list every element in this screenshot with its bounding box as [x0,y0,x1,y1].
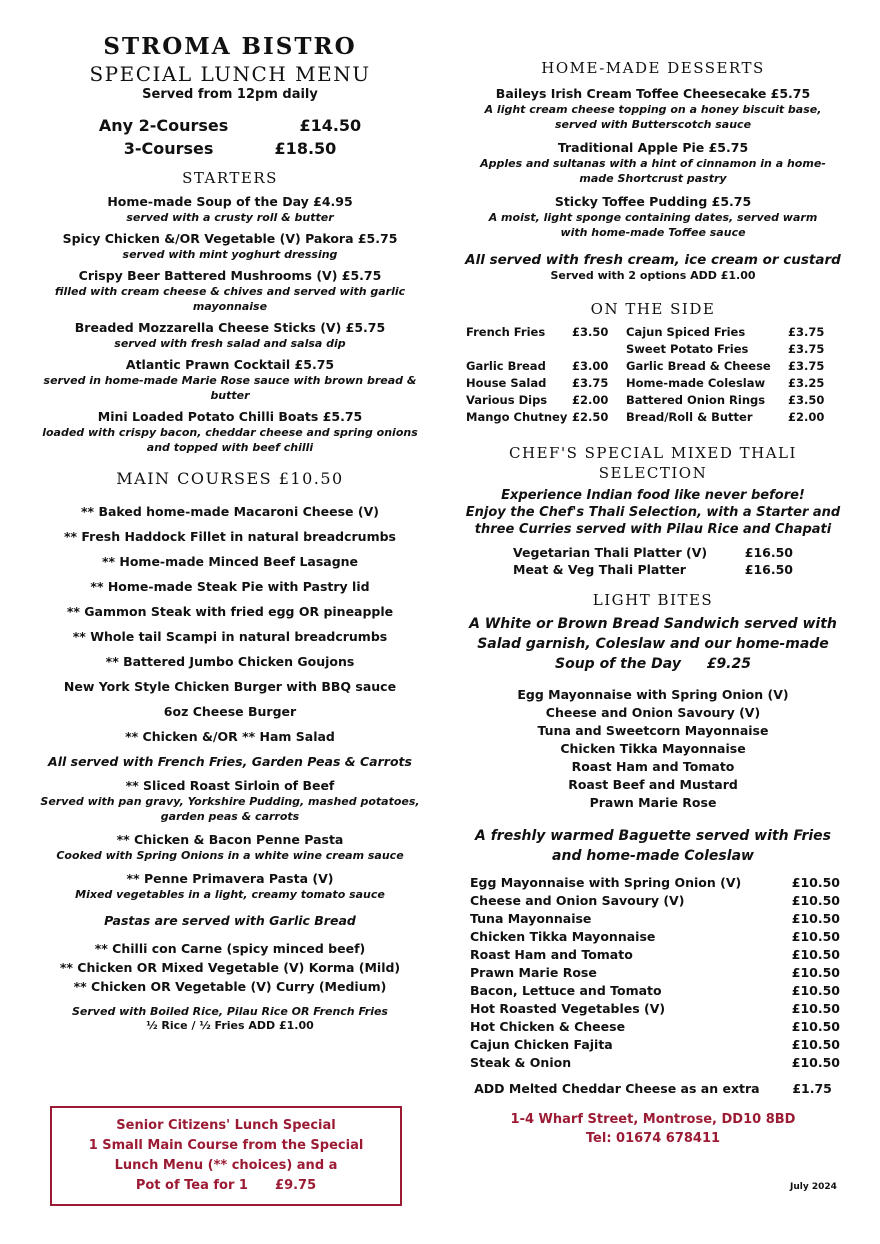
starter-desc: served with a crusty roll & butter [126,211,334,224]
curry-item: ** Chicken OR Mixed Vegetable (V) Korma (Mild) [59,960,401,975]
baguette-price: £10.50 [791,911,840,926]
baguette-price: £10.50 [791,983,840,998]
side-row [466,393,838,410]
main-course-item: ** Whole tail Scampi in natural breadcrumbs [72,629,388,644]
side-item-name: Bread/Roll & Butter [626,410,753,424]
baguette-price: £10.50 [791,947,840,962]
baguette-price: £10.50 [791,875,840,890]
starter-name: Spicy Chicken &/OR Vegetable (V) Pakora £5.75 [62,231,398,246]
sandwich-filling: Tuna and Sweetcorn Mayonnaise [537,723,769,738]
side-item-name: French Fries [466,325,546,339]
baguette-price: £10.50 [791,1037,840,1052]
baguette-name: Steak & Onion [470,1055,572,1070]
mains-list [40,499,420,749]
baguette-row [470,946,840,964]
senior-price: £9.75 [275,1178,317,1193]
side-row [466,376,838,393]
side-item-price: £3.50 [788,393,825,407]
restaurant-title: STROMA BISTRO [103,33,357,60]
served-time: Served from 12pm daily [142,87,318,102]
baguette-row [470,910,840,928]
main-course-item: New York Style Chicken Burger with BBQ sauce [63,679,397,694]
main-course-item: ** Baked home-made Macaroni Cheese (V) [81,504,379,519]
baguette-row [470,1018,840,1036]
special-name: ** Sliced Roast Sirloin of Beef [125,778,335,793]
three-course-label: 3-Courses [123,139,214,158]
curry-item: ** Chicken OR Vegetable (V) Curry (Medium) [73,979,387,994]
baguette-price: £10.50 [791,929,840,944]
baguette-table [470,874,840,1072]
sandwich-filling: Prawn Marie Rose [589,795,717,810]
thali-name: Meat & Veg Thali Platter [513,562,686,577]
left-column [40,0,420,1033]
two-course-label: Any 2-Courses [98,116,229,135]
main-course-item: ** Fresh Haddock Fillet in natural breadcrumbs [64,529,396,544]
sandwich-filling: Roast Ham and Tomato [571,759,735,774]
senior-line-4-text: Pot of Tea for 1 [135,1178,248,1193]
baguette-row [470,982,840,1000]
starter-desc: served in home-made Marie Rose sauce with brown bread & butter [43,374,417,402]
main-course-item: 6oz Cheese Burger [163,704,297,719]
side-item-price: £3.75 [572,376,609,390]
special-desc: Served with pan gravy, Yorkshire Pudding, mashed potatoes, garden peas & carrots [40,795,420,823]
sandwich-intro-text: A White or Brown Bread Sandwich served with Salad garnish, Coleslaw and our home-made Soup of the Day [469,616,837,672]
main-course-item: ** Battered Jumbo Chicken Goujons [105,654,355,669]
dessert-desc: A light cream cheese topping on a honey biscuit base, served with Butterscotch sauce [484,103,822,131]
side-table [466,325,838,427]
baguette-name: Prawn Marie Rose [470,965,597,980]
dessert-desc: A moist, light sponge containing dates, served warm with home-made Toffee sauce [488,211,818,239]
sandwich-filling: Roast Beef and Mustard [568,777,738,792]
dessert-name: Sticky Toffee Pudding £5.75 [554,194,752,209]
light-heading: LIGHT BITES [592,591,714,609]
curries-list [40,939,420,996]
side-item-name: Garlic Bread [466,359,546,373]
special-name: ** Chicken & Bacon Penne Pasta [116,832,344,847]
thali-heading: CHEF'S SPECIAL MIXED THALI SELECTION [509,444,797,482]
two-course-price: £14.50 [299,116,362,135]
starter-desc: filled with cream cheese & chives and served with garlic mayonnaise [54,285,406,313]
side-item-name: Sweet Potato Fries [626,342,749,356]
rice-note: Served with Boiled Rice, Pilau Rice OR French Fries [72,1005,388,1018]
curry-item: ** Chilli con Carne (spicy minced beef) [94,941,366,956]
dessert-name: Baileys Irish Cream Toffee Cheesecake £5.75 [495,86,811,101]
extra-label: ADD Melted Cheddar Cheese as an extra [474,1081,760,1096]
desserts-heading: HOME-MADE DESSERTS [541,59,765,77]
thali-price: £16.50 [744,545,793,560]
side-item-name: House Salad [466,376,547,390]
main-course-item: ** Home-made Minced Beef Lasagne [101,554,359,569]
menu-subtitle: SPECIAL LUNCH MENU [89,62,371,86]
half-note: ½ Rice / ½ Fries ADD £1.00 [146,1019,314,1032]
starter-desc: served with mint yoghurt dressing [122,248,338,261]
baguette-name: Hot Roasted Vegetables (V) [470,1001,666,1016]
special-desc: Mixed vegetables in a light, creamy tomato sauce [75,888,385,901]
main-course-item: ** Gammon Steak with fried egg OR pineapple [66,604,394,619]
baguette-price: £10.50 [791,1055,840,1070]
menu-date: July 2024 [790,1182,837,1192]
special-desc: Cooked with Spring Onions in a white wine cream sauce [56,849,404,862]
right-column [460,0,846,1148]
baguette-name: Chicken Tikka Mayonnaise [470,929,656,944]
pasta-note: Pastas are served with Garlic Bread [104,913,356,928]
baguette-name: Tuna Mayonnaise [470,911,592,926]
baguette-price: £10.50 [791,1019,840,1034]
side-item-price: £2.00 [572,393,609,407]
starters-list [40,194,420,455]
thali-line-2: Enjoy the Chef's Thali Selection, with a Starter and three Curries served with Pilau Rice and Chapati [465,505,841,537]
desserts-options: Served with 2 options ADD £1.00 [550,269,756,282]
baguette-row [470,1054,840,1072]
starter-desc: loaded with crispy bacon, cheddar cheese and spring onions and topped with beef chilli [42,426,418,454]
specials-list [40,778,420,902]
side-heading: ON THE SIDE [590,300,716,318]
side-item-name: Mango Chutney [466,410,568,424]
side-item-price: £3.25 [788,376,825,390]
baguette-row [470,892,840,910]
baguette-name: Bacon, Lettuce and Tomato [470,983,662,998]
desserts-list [460,86,846,240]
thali-name: Vegetarian Thali Platter (V) [513,545,708,560]
thali-line-1: Experience Indian food like never before! [501,488,805,503]
baguette-row [470,964,840,982]
desserts-note: All served with fresh cream, ice cream or custard [465,252,841,268]
baguette-row [470,874,840,892]
starter-name: Crispy Beer Battered Mushrooms (V) £5.75 [78,268,382,283]
extra-row [460,1080,846,1098]
starter-desc: served with fresh salad and salsa dip [114,337,346,350]
starter-name: Home-made Soup of the Day £4.95 [107,194,353,209]
mains-served-note: All served with French Fries, Garden Peas & Carrots [48,754,412,769]
dessert-desc: Apples and sultanas with a hint of cinnamon in a home-made Shortcrust pastry [480,157,826,185]
side-row [466,410,838,427]
side-item-price [572,342,626,359]
sandwich-intro [460,614,846,674]
sandwich-filling: Cheese and Onion Savoury (V) [545,705,761,720]
mains-heading: MAIN COURSES £10.50 [116,469,344,488]
baguette-name: Cheese and Onion Savoury (V) [470,893,685,908]
baguette-row [470,1000,840,1018]
starter-name: Mini Loaded Potato Chilli Boats £5.75 [97,409,363,424]
side-item-name: Cajun Spiced Fries [626,325,746,339]
senior-line-3: Lunch Menu (** choices) and a [114,1158,338,1173]
extra-price: £1.75 [792,1081,832,1096]
sandwich-price: £9.25 [706,656,751,672]
side-item-price: £3.75 [788,359,825,373]
side-item-name: Garlic Bread & Cheese [626,359,771,373]
baguette-price: £10.50 [791,965,840,980]
side-row [466,359,838,376]
main-course-item: ** Chicken &/OR ** Ham Salad [125,729,335,744]
side-item-name [466,342,572,359]
starter-name: Atlantic Prawn Cocktail £5.75 [125,357,335,372]
thali-row [513,544,793,561]
course-prices [40,114,420,160]
baguette-intro: A freshly warmed Baguette served with Fries and home-made Coleslaw [475,828,831,864]
three-course-row [40,137,420,160]
thali-table [513,544,793,578]
thali-row [513,561,793,578]
baguette-price: £10.50 [791,1001,840,1016]
side-item-price: £2.00 [788,410,825,424]
side-item-price: £3.75 [788,342,825,356]
starter-name: Breaded Mozzarella Cheese Sticks (V) £5.75 [74,320,386,335]
side-item-price: £3.75 [788,325,825,339]
senior-line-2: 1 Small Main Course from the Special [88,1138,364,1153]
baguette-row [470,928,840,946]
side-row [466,342,838,359]
senior-line-4 [52,1176,400,1196]
side-item-price: £3.50 [572,325,609,339]
baguette-name: Hot Chicken & Cheese [470,1019,626,1034]
fillings-list [460,686,846,812]
baguette-price: £10.50 [791,893,840,908]
side-item-name: Battered Onion Rings [626,393,766,407]
three-course-price: £18.50 [274,139,337,158]
dessert-name: Traditional Apple Pie £5.75 [557,140,749,155]
two-course-row [40,114,420,137]
telephone: Tel: 01674 678411 [585,1131,721,1146]
sandwich-filling: Egg Mayonnaise with Spring Onion (V) [517,687,789,702]
side-item-price: £2.50 [572,410,609,424]
baguette-name: Cajun Chicken Fajita [470,1037,613,1052]
side-item-name: Various Dips [466,393,548,407]
senior-special-box [50,1106,402,1206]
main-course-item: ** Home-made Steak Pie with Pastry lid [90,579,370,594]
side-item-price: £3.00 [572,359,609,373]
senior-line-1: Senior Citizens' Lunch Special [116,1118,336,1133]
side-item-name: Home-made Coleslaw [626,376,766,390]
sandwich-filling: Chicken Tikka Mayonnaise [560,741,746,756]
address: 1-4 Wharf Street, Montrose, DD10 8BD [510,1112,796,1127]
baguette-name: Roast Ham and Tomato [470,947,633,962]
baguette-name: Egg Mayonnaise with Spring Onion (V) [470,875,742,890]
baguette-row [470,1036,840,1054]
thali-price: £16.50 [744,562,793,577]
side-row [466,325,838,342]
starters-heading: STARTERS [182,169,278,187]
special-name: ** Penne Primavera Pasta (V) [126,871,334,886]
